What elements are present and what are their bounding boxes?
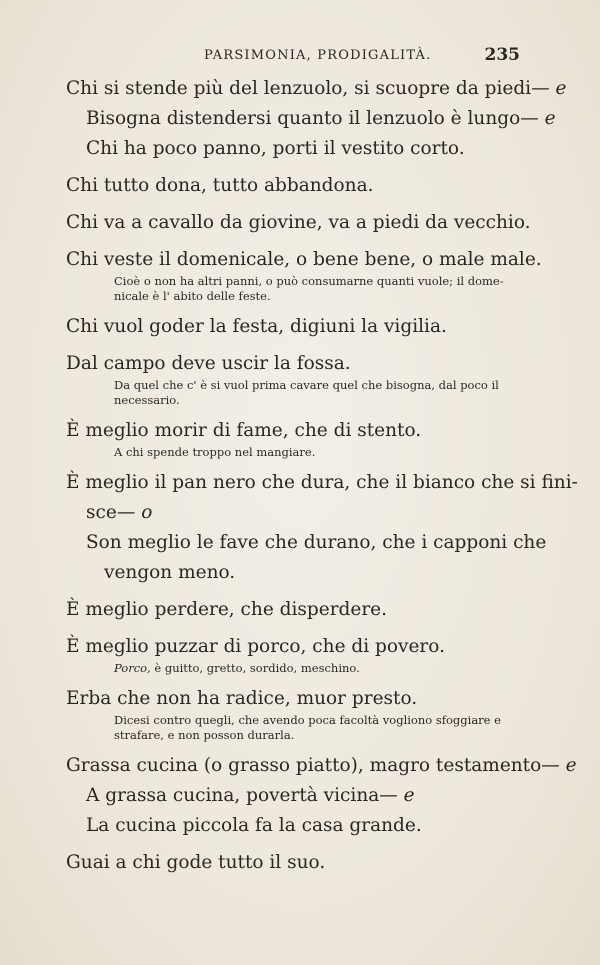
proverb-entry [66, 208, 531, 238]
entry-spacer [66, 677, 521, 684]
proverb-line [66, 171, 521, 201]
running-head: PARSIMONIA, PRODIGALITÀ. [204, 48, 432, 63]
variant-marker: — o [116, 502, 153, 523]
proverb-entry [66, 848, 521, 878]
entry-spacer [66, 409, 521, 416]
page-header [0, 45, 600, 72]
gloss-text: Da quel che c' è si vuol prima cavare quel che bisogna, dal poco il [114, 378, 499, 392]
proverb-text: Guai a chi gode tutto il suo. [66, 852, 326, 873]
proverb-text: È meglio puzzar di porco, che di povero. [66, 636, 445, 657]
proverb-line [66, 528, 547, 558]
proverb-entry [66, 595, 521, 625]
entry-spacer [66, 841, 521, 848]
proverb-line [66, 848, 521, 878]
proverb-text: È meglio il pan nero che dura, che il bianco che si fini- [66, 472, 578, 493]
proverb-entry [66, 171, 521, 201]
proverb-entry [66, 468, 578, 588]
proverb-entry [66, 349, 521, 409]
variant-marker: — e [520, 108, 556, 129]
gloss-note [66, 392, 521, 409]
proverb-line [66, 781, 521, 811]
proverb-line [66, 74, 567, 104]
proverb-line [66, 468, 578, 498]
proverb-entry [66, 751, 577, 841]
proverb-text: È meglio morir di fame, che di stento. [66, 420, 422, 441]
proverb-entry [66, 684, 521, 744]
entry-spacer [66, 625, 521, 632]
proverb-line [66, 684, 521, 714]
gloss-text: è guitto, gretto, sordido, meschino. [150, 661, 360, 675]
proverb-line [66, 416, 521, 446]
proverb-line [66, 751, 577, 781]
proverb-text: La cucina piccola fa la casa grande. [86, 815, 422, 836]
proverb-line [66, 208, 531, 238]
proverb-text: Chi veste il domenicale, o bene bene, o male male. [66, 249, 542, 270]
entry-spacer [66, 342, 521, 349]
gloss-note [66, 660, 521, 677]
entry-spacer [66, 238, 521, 245]
proverb-text: Chi tutto dona, tutto abbandona. [66, 175, 374, 196]
proverb-text: vengon meno. [104, 562, 236, 583]
proverb-line [66, 245, 542, 275]
proverb-line [66, 595, 521, 625]
proverb-text: Chi va a cavallo da giovine, va a piedi da vecchio. [66, 212, 531, 233]
gloss-note [66, 444, 521, 461]
entry-spacer [66, 305, 521, 312]
proverb-text: È meglio perdere, che disperdere. [66, 599, 388, 620]
gloss-text: necessario. [114, 393, 180, 407]
proverb-entry [66, 312, 521, 342]
page-number: 235 [484, 45, 520, 65]
proverb-text: Chi ha poco panno, porti il vestito corto. [86, 138, 465, 159]
variant-marker: — e [531, 78, 567, 99]
gloss-lead-word: Porco, [114, 661, 151, 675]
proverb-line [66, 312, 521, 342]
variant-marker: — e [541, 755, 577, 776]
gloss-text: strafare, e non posson durarla. [114, 728, 295, 742]
entry-spacer [66, 164, 521, 171]
entry-spacer [66, 878, 521, 885]
gloss-text: nicale è l' abito delle feste. [114, 289, 271, 303]
gloss-note [66, 727, 521, 744]
gloss-text: Cioè o non ha altri panni, o può consumarne quanti vuole; il dome- [114, 274, 504, 288]
proverb-text: Chi vuol goder la festa, digiuni la vigilia. [66, 316, 447, 337]
proverb-line [66, 134, 521, 164]
gloss-text: A chi spende troppo nel mangiare. [114, 445, 316, 459]
entry-spacer [66, 461, 521, 468]
proverb-line [66, 632, 521, 662]
proverb-text: Chi si stende più del lenzuolo, si scuopre da piedi [66, 78, 532, 99]
proverb-line [66, 104, 556, 134]
proverb-line [66, 558, 521, 588]
proverb-text: Son meglio le fave che durano, che i capponi che [86, 532, 547, 553]
proverb-text: Grassa cucina (o grasso piatto), magro testamento [66, 755, 542, 776]
proverb-text: Dal campo deve uscir la fossa. [66, 353, 351, 374]
proverb-entry [66, 416, 521, 461]
proverb-list [66, 74, 578, 885]
proverb-entry [66, 632, 521, 677]
proverb-line [66, 811, 521, 841]
proverb-entry [66, 245, 542, 305]
proverb-text: Erba che non ha radice, muor presto. [66, 688, 418, 709]
proverb-text: A grassa cucina, povertà vicina [86, 785, 380, 806]
proverb-line [66, 349, 521, 379]
proverb-text: Bisogna distendersi quanto il lenzuolo è lungo [86, 108, 521, 129]
proverb-line [66, 498, 521, 528]
gloss-note [66, 288, 521, 305]
gloss-text: Dicesi contro quegli, che avendo poca facoltà vogliono sfoggiare e [114, 713, 501, 727]
variant-marker: — e [379, 785, 415, 806]
entry-spacer [66, 744, 521, 751]
entry-spacer [66, 201, 521, 208]
proverb-text: sce [86, 502, 117, 523]
proverb-entry [66, 74, 567, 164]
entry-spacer [66, 588, 521, 595]
